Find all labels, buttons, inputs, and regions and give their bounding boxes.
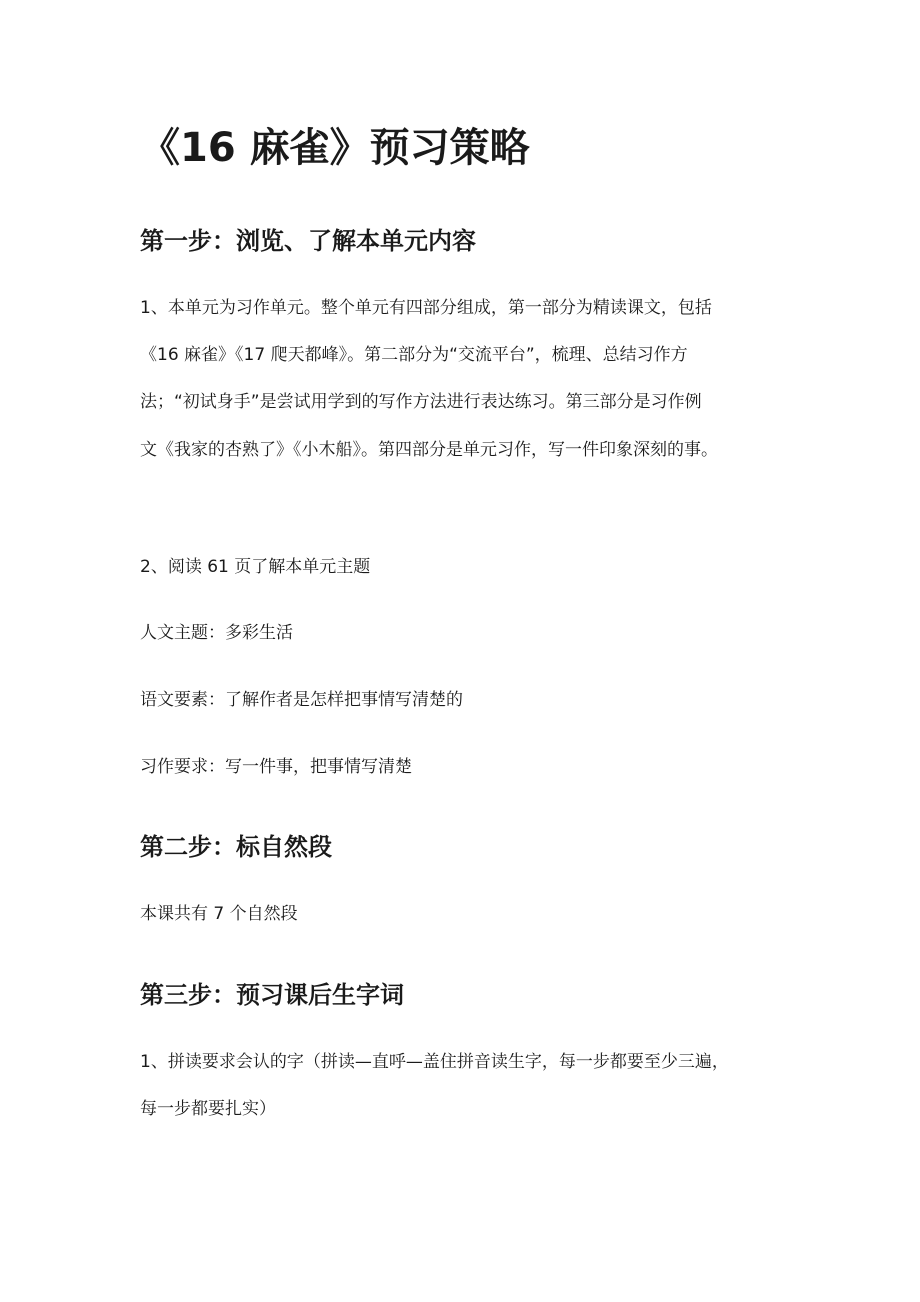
step1-item2: 2、阅读 61 页了解本单元主题 [140, 557, 371, 577]
step1-item1-line4: 文《我家的杏熟了》《小木船》。第四部分是单元习作，写一件印象深刻的事。 [140, 440, 718, 460]
step1-item1-line1: 1、本单元为习作单元。整个单元有四部分组成，第一部分为精读课文，包括 [140, 298, 712, 318]
document-title: 《16 麻雀》预习策略 [140, 125, 530, 171]
step2-heading: 第二步：标自然段 [140, 833, 332, 861]
step3-item1-line1: 1、拼读要求会认的字（拼读—直呼—盖住拼音读生字，每一步都要至少三遍， [140, 1052, 729, 1072]
step1-theme: 人文主题：多彩生活 [140, 623, 293, 643]
step3-item1-line2: 每一步都要扎实） [140, 1099, 276, 1119]
step1-heading: 第一步：浏览、了解本单元内容 [140, 227, 476, 255]
step1-item1-line3: 法；“初试身手”是尝试用学到的写作方法进行表达练习。第三部分是习作例 [140, 392, 702, 412]
step1-element: 语文要素：了解作者是怎样把事情写清楚的 [140, 690, 463, 710]
step1-item1-line2: 《16 麻雀》《17 爬天都峰》。第二部分为“交流平台”，梳理、总结习作方 [140, 345, 688, 365]
step2-text: 本课共有 7 个自然段 [140, 904, 298, 924]
step3-heading: 第三步：预习课后生字词 [140, 981, 404, 1009]
step1-requirement: 习作要求：写一件事，把事情写清楚 [140, 757, 412, 777]
